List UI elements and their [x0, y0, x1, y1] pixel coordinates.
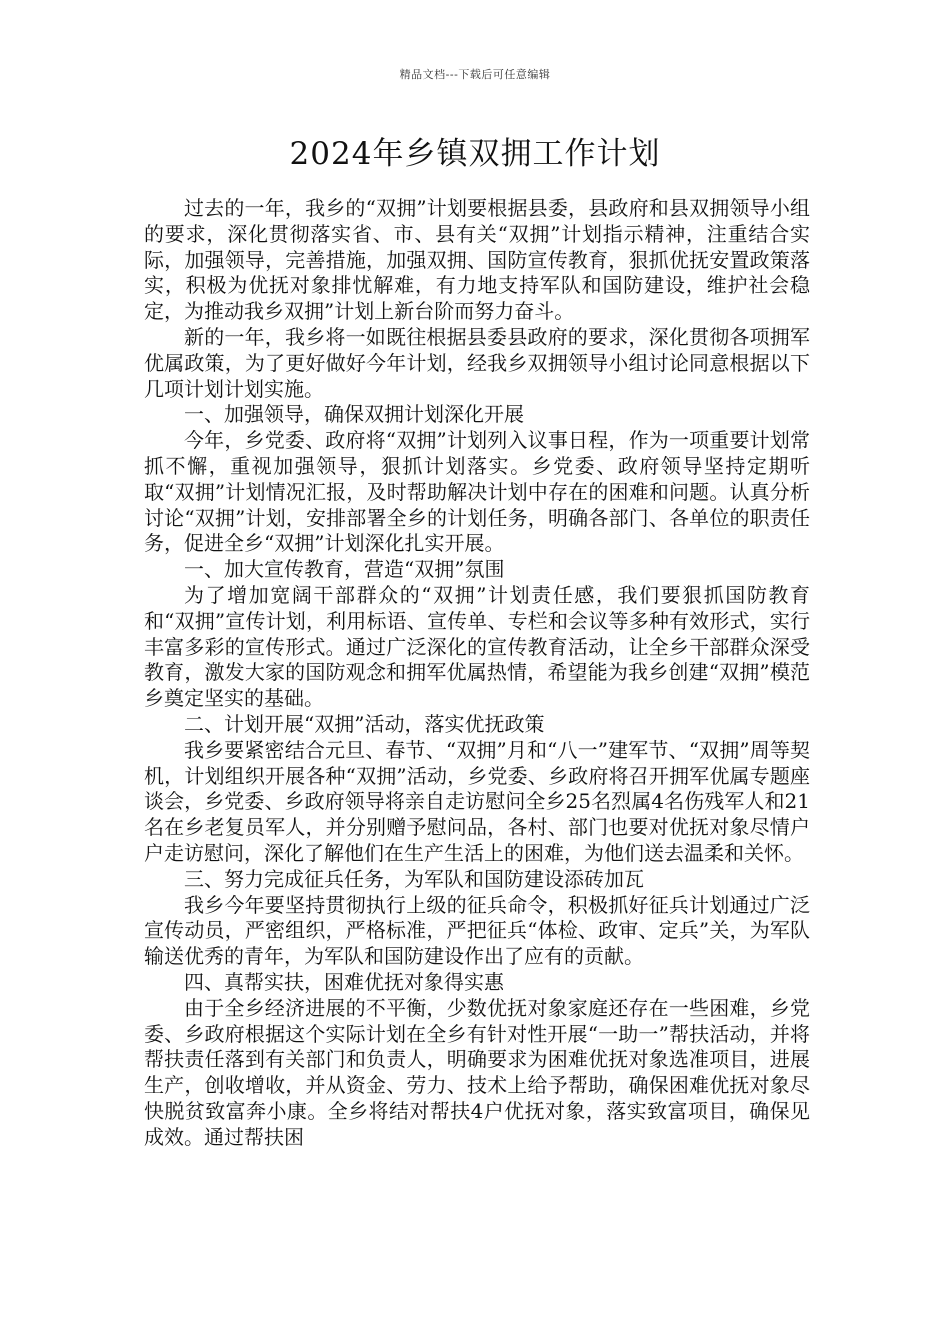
section-heading-3: 二、计划开展“双拥”活动，落实优抚政策	[184, 711, 545, 736]
header-note: 精品文档---下载后可任意编辑	[399, 68, 551, 81]
intro-paragraph-2: 新的一年，我乡将一如既往根据县委县政府的要求，深化贯彻各项拥军优属政策，为了更好做好今年计划，经我乡双拥领导小组讨论同意根据以下几项计划计划实施。	[144, 324, 810, 401]
section-heading-4: 三、努力完成征兵任务，为军队和国防建设添砖加瓦	[184, 866, 644, 891]
section-paragraph-2: 为了增加宽阔干部群众的“双拥”计划责任感，我们要狠抓国防教育和“双拥”宣传计划，利用标语、宣传单、专栏和会议等多种有效形式，实行丰富多彩的宣传形式。通过广泛深化的宣传教育活动，让全乡干部群众深受教育，激发大家的国防观念和拥军优属热情，希望能为我乡创建“双拥”模范乡奠定坚实的基础。	[144, 582, 810, 711]
section-paragraph-1: 今年，乡党委、政府将“双拥”计划列入议事日程，作为一项重要计划常抓不懈，重视加强领导，狠抓计划落实。乡党委、政府领导坚持定期听取“双拥”计划情况汇报，及时帮助解决计划中存在的困难和问题。认真分析讨论“双拥”计划，安排部署全乡的计划任务，明确各部门、各单位的职责任务，促进全乡“双拥”计划深化扎实开展。	[144, 428, 810, 556]
section-heading-5: 四、真帮实扶，困难优抚对象得实惠	[184, 969, 504, 994]
section-paragraph-3: 我乡要紧密结合元旦、春节、“双拥”月和“八一”建军节、“双拥”周等契机，计划组织开展各种“双拥”活动，乡党委、乡政府将召开拥军优属专题座谈会，乡党委、乡政府领导将亲自走访慰问全乡25名烈属4名伤残军人和21名在乡老复员军人，并分别赠予慰问品，各村、部门也要对优抚对象尽情户户走访慰问，深化了解他们在生产生活上的困难，为他们送去温柔和关怀。	[144, 737, 810, 865]
document-title: 2024年乡镇双拥工作计划	[289, 136, 661, 172]
intro-paragraph-1: 过去的一年，我乡的“双拥”计划要根据县委，县政府和县双拥领导小组的要求，深化贯彻落实省、市、县有关“双拥”计划指示精神，注重结合实际，加强领导，完善措施，加强双拥、国防宣传教育，狠抓优抚安置政策落实，积极为优抚对象排忧解难，有力地支持军队和国防建设，维护社会稳定，为推动我乡双拥”计划上新台阶而努力奋斗。	[144, 196, 810, 324]
document-body	[144, 196, 810, 1150]
section-heading-2: 一、加大宣传教育，营造“双拥”氛围	[184, 557, 505, 582]
section-paragraph-4: 我乡今年要坚持贯彻执行上级的征兵命令，积极抓好征兵计划通过广泛宣传动员，严密组织，严格标准，严把征兵“体检、政审、定兵”关，为军队输送优秀的青年，为军队和国防建设作出了应有的贡献。	[144, 892, 810, 969]
section-heading-1: 一、加强领导，确保双拥计划深化开展	[184, 402, 524, 427]
section-paragraph-5: 由于全乡经济进展的不平衡，少数优抚对象家庭还存在一些困难，乡党委、乡政府根据这个实际计划在全乡有针对性开展“一助一”帮扶活动，并将帮扶责任落到有关部门和负责人，明确要求为困难优抚对象选准项目，进展生产，创收增收，并从资金、劳力、技术上给予帮助，确保困难优抚对象尽快脱贫致富奔小康。全乡将结对帮扶4户优抚对象，落实致富项目，确保见成效。通过帮扶困	[144, 995, 810, 1149]
